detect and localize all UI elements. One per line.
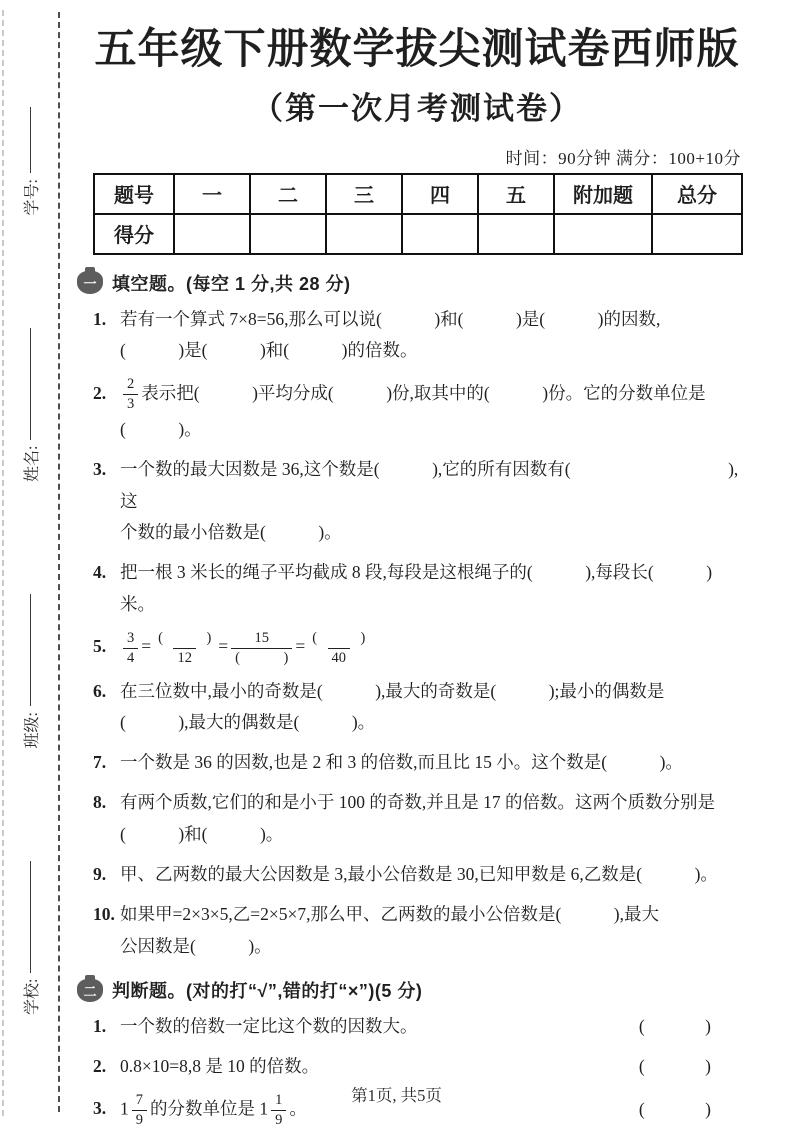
fill-in-questions bbox=[93, 304, 741, 963]
question bbox=[93, 304, 741, 368]
header-cell-five: 五 bbox=[478, 174, 554, 214]
question-number: 7. bbox=[93, 752, 107, 773]
sidebar-field-class bbox=[19, 594, 42, 748]
question-line-content bbox=[120, 419, 202, 439]
question-line bbox=[93, 1051, 741, 1083]
question-line bbox=[93, 557, 741, 621]
question-text: 一个数的倍数一定比这个数的因数大。 bbox=[120, 1016, 418, 1037]
question-text: 在三位数中,最小的奇数是( ),最大的奇数是( );最小的偶数是 bbox=[120, 680, 665, 701]
section-one-header bbox=[77, 270, 741, 296]
question-line bbox=[93, 787, 741, 819]
question-number: 9. bbox=[93, 863, 107, 884]
question-line bbox=[120, 931, 741, 963]
question-text: 个数的最小倍数是( )。 bbox=[120, 522, 342, 543]
question-line-content bbox=[120, 712, 375, 732]
question-number: 1. bbox=[93, 308, 107, 329]
fraction: $\frac{15}{( )}$ bbox=[231, 629, 292, 668]
student-id-blank-line bbox=[29, 107, 31, 173]
header-cell-two: 二 bbox=[250, 174, 326, 214]
question-line-content bbox=[93, 562, 713, 615]
question-text: 有两个质数,它们的和是小于 100 的奇数,并且是 17 的倍数。这两个质数分别是 bbox=[120, 792, 715, 813]
question-number: 8. bbox=[93, 792, 107, 813]
question bbox=[93, 629, 741, 668]
section-two-header bbox=[77, 977, 741, 1003]
question-line bbox=[93, 747, 741, 779]
question-line bbox=[120, 517, 741, 549]
score-table-header-row bbox=[94, 174, 742, 214]
question bbox=[93, 454, 741, 550]
question-text: 公因数是( )。 bbox=[120, 935, 272, 956]
section-two-title: 判断题。(对的打“√”,错的打“×”)(5 分) bbox=[112, 981, 423, 1002]
question-line-content bbox=[93, 1051, 320, 1083]
question-line-content bbox=[93, 903, 659, 924]
question-number: 4. bbox=[93, 562, 107, 583]
question bbox=[93, 787, 741, 851]
header-cell-bonus: 附加题 bbox=[554, 174, 652, 214]
header-cell-one: 一 bbox=[174, 174, 250, 214]
fraction: $\frac{( )}{12}$ bbox=[158, 629, 212, 666]
question-number: 6. bbox=[93, 680, 107, 701]
class-blank-line bbox=[29, 594, 31, 706]
header-cell-four: 四 bbox=[402, 174, 478, 214]
question-line bbox=[120, 414, 741, 446]
exam-info: 时间：90分钟 满分：100+10分 bbox=[505, 148, 741, 168]
question-text: ( )。 bbox=[120, 418, 202, 439]
page-number: 第1页, 共5页 bbox=[351, 1086, 442, 1105]
question-line bbox=[93, 629, 741, 668]
fraction: $\frac{2}{3}$ bbox=[123, 375, 138, 414]
section-one-title: 填空题。(每空 1 分,共 28 分) bbox=[112, 273, 351, 294]
question-line bbox=[93, 899, 741, 931]
question-line bbox=[93, 304, 741, 336]
question-line-content bbox=[93, 308, 661, 329]
question-line-content bbox=[93, 752, 683, 773]
fraction: $\frac{3}{4}$ bbox=[123, 629, 138, 668]
question bbox=[93, 375, 741, 446]
question bbox=[93, 676, 741, 740]
class-label: 班级: bbox=[23, 712, 41, 749]
question-number: 2. bbox=[93, 382, 107, 403]
question-text: ( )是( )和( )的倍数。 bbox=[120, 340, 418, 361]
question-line bbox=[120, 819, 741, 851]
score-row-label: 得分 bbox=[94, 214, 174, 254]
question-line-content bbox=[120, 824, 283, 844]
question-text: 甲、乙两数的最大公因数是 3,最小公倍数是 30,已知甲数是 6,乙数是( )。 bbox=[120, 863, 718, 884]
question-line-content bbox=[93, 792, 715, 813]
question-line-content bbox=[93, 1011, 418, 1043]
question-text: 表示把( )平均分成( )份,取其中的( )份。它的分数单位是 bbox=[141, 382, 706, 403]
money-bag-badge-icon: 二 bbox=[77, 979, 103, 1002]
score-cell bbox=[652, 214, 742, 254]
money-bag-badge-icon: 一 bbox=[77, 271, 103, 294]
question-line bbox=[93, 1011, 741, 1043]
answer-blank: ( ) bbox=[638, 1099, 713, 1120]
question-text: 把一根 3 米长的绳子平均截成 8 段,每段是这根绳子的( ),每段长( )米。 bbox=[120, 562, 713, 615]
question-text: 若有一个算式 7×8=56,那么可以说( )和( )是( )的因数, bbox=[120, 308, 661, 329]
score-cell bbox=[478, 214, 554, 254]
exam-paper bbox=[83, 18, 741, 1138]
question-number: 2. bbox=[93, 1056, 107, 1077]
question-number: 3. bbox=[93, 458, 107, 479]
header-cell-total: 总分 bbox=[652, 174, 742, 214]
score-cell bbox=[250, 214, 326, 254]
header-cell-tihao: 题号 bbox=[94, 174, 174, 214]
page-title: 五年级下册数学拔尖测试卷西师版 bbox=[94, 27, 740, 73]
question-text: 如果甲=2×3×5,乙=2×5×7,那么甲、乙两数的最小公倍数是( ),最大 bbox=[120, 903, 659, 924]
question-number: 1. bbox=[93, 1016, 107, 1037]
score-cell bbox=[554, 214, 652, 254]
question-text: ( ),最大的偶数是( )。 bbox=[120, 712, 376, 733]
score-table bbox=[93, 173, 743, 255]
question-text: = bbox=[218, 636, 229, 657]
header-cell-three: 三 bbox=[326, 174, 402, 214]
answer-blank: ( ) bbox=[638, 1056, 713, 1077]
question-text: = bbox=[141, 636, 152, 657]
question-text: 1 bbox=[120, 1098, 129, 1119]
sidebar-field-student-id bbox=[19, 107, 42, 215]
question-number: 3. bbox=[93, 1098, 107, 1119]
score-table-score-row bbox=[94, 214, 742, 254]
question bbox=[93, 1011, 741, 1043]
question bbox=[93, 747, 741, 779]
question bbox=[93, 899, 741, 963]
question-text: 的分数单位是 1 bbox=[150, 1098, 269, 1119]
question-text: 一个数的最大因数是 36,这个数是( ),它的所有因数有( ),这 bbox=[120, 458, 739, 511]
question-line bbox=[93, 375, 741, 414]
question-line bbox=[120, 707, 741, 739]
student-info-sidebar bbox=[8, 21, 52, 1101]
name-label: 姓名: bbox=[23, 445, 41, 482]
seal-dashed-line bbox=[58, 12, 60, 1112]
answer-blank: ( ) bbox=[638, 1016, 713, 1037]
score-cell bbox=[402, 214, 478, 254]
question-line-content bbox=[93, 680, 665, 701]
question-number: 5. bbox=[93, 636, 107, 657]
question-text: 一个数是 36 的因数,也是 2 和 3 的倍数,而且比 15 小。这个数是( )。 bbox=[120, 752, 683, 773]
page-torn-edge bbox=[2, 10, 4, 1116]
question bbox=[93, 1051, 741, 1083]
question-line-content bbox=[93, 458, 739, 511]
score-cell bbox=[174, 214, 250, 254]
question-line-content bbox=[120, 522, 342, 542]
question-line-content bbox=[93, 863, 718, 884]
question-text: 0.8×10=8,8 是 10 的倍数。 bbox=[120, 1056, 320, 1077]
question-line-content bbox=[93, 376, 706, 413]
question bbox=[93, 859, 741, 891]
question-line bbox=[93, 454, 741, 518]
name-blank-line bbox=[29, 328, 31, 440]
question-text: 。 bbox=[289, 1098, 307, 1119]
question-line bbox=[120, 335, 741, 367]
fraction: $\frac{1}{9}$ bbox=[271, 1091, 286, 1130]
page-subtitle: （第一次月考测试卷） bbox=[252, 90, 582, 126]
sidebar-field-school bbox=[19, 861, 42, 1015]
question-number: 10. bbox=[93, 903, 115, 924]
sidebar-field-name bbox=[19, 328, 42, 482]
school-label: 学校: bbox=[23, 978, 41, 1015]
judgment-questions bbox=[93, 1011, 741, 1129]
question bbox=[93, 557, 741, 621]
question-line-content bbox=[120, 340, 417, 360]
student-id-label: 学号: bbox=[23, 179, 41, 216]
question-text: ( )和( )。 bbox=[120, 824, 284, 844]
question-line bbox=[93, 859, 741, 891]
score-cell bbox=[326, 214, 402, 254]
fraction: $\frac{7}{9}$ bbox=[132, 1091, 147, 1130]
question-text: = bbox=[295, 636, 306, 657]
question-line-content bbox=[93, 629, 372, 666]
question-line bbox=[93, 676, 741, 708]
school-blank-line bbox=[29, 861, 31, 973]
fraction: $\frac{( )}{40}$ bbox=[312, 629, 366, 666]
question-line-content bbox=[120, 936, 272, 956]
